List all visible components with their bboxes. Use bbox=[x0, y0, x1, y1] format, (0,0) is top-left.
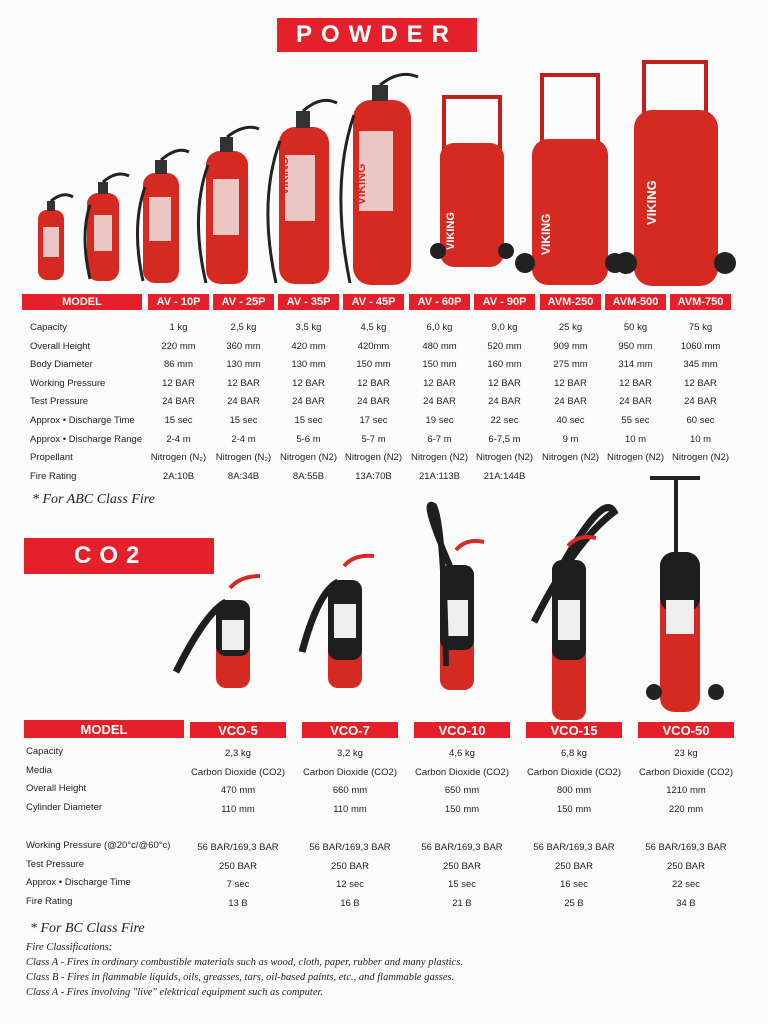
brand-label: VIKING bbox=[539, 213, 553, 255]
powder-cell: 9,0 kg bbox=[491, 322, 518, 333]
class-line: Class A - Fires in ordinary combustible materials such as wood, cloth, paper, rubber and many plastics. bbox=[26, 957, 463, 968]
co2-row-label: Working Pressure (@20°c/@60°c) bbox=[26, 840, 171, 851]
powder-cell: 3,5 kg bbox=[295, 322, 322, 333]
co2-cell: 660 mm bbox=[332, 785, 368, 796]
powder-row-label: Approx • Discharge Range bbox=[30, 433, 143, 445]
co2-row-label: Capacity bbox=[26, 746, 63, 757]
powder-cell: 2,5 kg bbox=[230, 322, 257, 333]
extinguisher-av-35p bbox=[137, 150, 189, 283]
powder-cell: Nitrogen (N2) bbox=[410, 452, 469, 464]
extinguisher-av-45p bbox=[198, 127, 259, 284]
co2-cell: 250 BAR bbox=[554, 860, 594, 872]
co2-row-label: Fire Rating bbox=[26, 895, 73, 907]
co2-cell: 56 BAR/169,3 BAR bbox=[197, 842, 279, 853]
powder-cell: 12 BAR bbox=[423, 377, 456, 389]
powder-model-col-header: AV - 45P bbox=[343, 294, 404, 310]
powder-note: * For ABC Class Fire bbox=[32, 492, 155, 507]
trolley-avm-250 bbox=[515, 73, 625, 285]
powder-cell: 21A:144B bbox=[483, 470, 526, 482]
powder-cell: Nitrogen (N2) bbox=[671, 452, 730, 464]
powder-cell: 480 mm bbox=[422, 340, 457, 352]
powder-cell: 345 mm bbox=[683, 359, 718, 371]
powder-cell: 40 sec bbox=[556, 415, 585, 426]
powder-cell: 50 kg bbox=[623, 322, 648, 333]
powder-cell: Nitrogen (N₂) bbox=[150, 452, 207, 464]
powder-row-label: Capacity bbox=[30, 322, 67, 333]
powder-model-col-header: AV - 60P bbox=[409, 294, 470, 310]
powder-cell: 360 mm bbox=[226, 340, 261, 352]
powder-cell: 420 mm bbox=[291, 340, 326, 352]
co2-cell: Carbon Dioxide (CO2) bbox=[415, 766, 509, 778]
brand-label: VIKING bbox=[354, 163, 368, 205]
powder-row-label: Body Diameter bbox=[30, 359, 93, 371]
powder-cell: 6,0 kg bbox=[426, 322, 453, 333]
co2-cell: Carbon Dioxide (CO2) bbox=[191, 766, 285, 778]
co2-model-col-header: VCO-50 bbox=[638, 722, 734, 738]
powder-cell: 2-4 m bbox=[231, 433, 256, 445]
extinguisher-av-90p bbox=[341, 74, 418, 285]
powder-cell: 10 m bbox=[689, 433, 712, 445]
powder-row-label: Test Pressure bbox=[30, 396, 89, 408]
co2-row-label: Test Pressure bbox=[26, 858, 85, 870]
extinguisher-av-25p bbox=[85, 174, 129, 281]
co2-cell: 250 BAR bbox=[330, 860, 370, 872]
powder-section-title: POWDER bbox=[277, 18, 477, 52]
powder-cell: 314 mm bbox=[618, 359, 653, 371]
powder-cell: 75 kg bbox=[688, 322, 713, 333]
trolley-vco-50 bbox=[646, 476, 724, 712]
co2-cell: 2,3 kg bbox=[225, 748, 251, 759]
powder-cell: Nitrogen (N2) bbox=[541, 452, 600, 464]
powder-cell: 25 kg bbox=[558, 322, 583, 333]
powder-cell: 12 BAR bbox=[357, 377, 390, 389]
powder-cell: 6-7 m bbox=[427, 433, 452, 445]
co2-cell: 650 mm bbox=[444, 785, 480, 796]
powder-cell: 8A:55B bbox=[292, 470, 325, 482]
powder-cell: 220 mm bbox=[161, 340, 196, 352]
powder-cell: 12 BAR bbox=[554, 377, 587, 389]
powder-cell: 12 BAR bbox=[292, 377, 325, 389]
powder-row-label: Working Pressure bbox=[30, 377, 106, 389]
powder-cell: 15 sec bbox=[294, 415, 323, 426]
co2-cell: 6,8 kg bbox=[561, 748, 587, 759]
powder-cell: 24 BAR bbox=[684, 396, 717, 408]
powder-row-label: Approx • Discharge Time bbox=[30, 415, 135, 426]
brand-label: VIKING bbox=[644, 180, 659, 225]
co2-section-title: CO2 bbox=[24, 538, 214, 574]
co2-model-col-header: VCO-7 bbox=[302, 722, 398, 738]
powder-model-col-header: AVM-250 bbox=[540, 294, 601, 310]
co2-cell: 56 BAR/169,3 BAR bbox=[533, 842, 615, 853]
co2-cell: 22 sec bbox=[672, 879, 700, 890]
co2-cell: 25 B bbox=[564, 897, 584, 909]
powder-row-label: Overall Height bbox=[30, 340, 91, 352]
co2-cell: 12 sec bbox=[336, 879, 364, 890]
powder-cell: 60 sec bbox=[686, 415, 715, 426]
powder-cell: 1060 mm bbox=[680, 340, 721, 352]
class-line: Class B - Fires in flammable liquids, oils, greasses, tars, oil-based paints, etc., and flammable gasses. bbox=[26, 972, 455, 983]
co2-note: * For BC Class Fire bbox=[30, 921, 145, 936]
extinguisher-vco-15 bbox=[534, 508, 614, 720]
extinguisher-vco-10 bbox=[430, 505, 484, 690]
powder-model-col-header: AVM-750 bbox=[670, 294, 731, 310]
powder-cell: 130 mm bbox=[291, 359, 326, 371]
co2-cell: 21 B bbox=[452, 897, 472, 909]
powder-cell: 10 m bbox=[624, 433, 647, 445]
co2-cell: 250 BAR bbox=[666, 860, 706, 872]
co2-cell: 110 mm bbox=[221, 803, 255, 815]
powder-model-header: MODEL bbox=[22, 294, 142, 310]
powder-cell: 275 mm bbox=[553, 359, 588, 371]
co2-model-col-header: VCO-10 bbox=[414, 722, 510, 738]
powder-cell: Nitrogen (N₂) bbox=[215, 452, 272, 464]
powder-cell: 13A:70B bbox=[355, 470, 392, 482]
co2-cell: 16 B bbox=[340, 897, 360, 909]
powder-cell: 24 BAR bbox=[162, 396, 195, 408]
classifications-title: Fire Classifications: bbox=[26, 942, 113, 953]
powder-cell: 12 BAR bbox=[488, 377, 521, 389]
co2-row-label: Cylinder Diameter bbox=[26, 801, 103, 813]
powder-cell: 909 mm bbox=[553, 340, 588, 352]
powder-row-label: Propellant bbox=[30, 452, 73, 464]
co2-cell: 220 mm bbox=[668, 803, 704, 815]
co2-cell: Carbon Dioxide (CO2) bbox=[639, 766, 733, 778]
co2-model-col-header: VCO-15 bbox=[526, 722, 622, 738]
powder-cell: 55 sec bbox=[621, 415, 650, 426]
powder-model-col-header: AV - 35P bbox=[278, 294, 339, 310]
powder-cell: Nitrogen (N2) bbox=[606, 452, 665, 464]
powder-cell: 8A:34B bbox=[227, 470, 260, 482]
powder-cell: 24 BAR bbox=[292, 396, 325, 408]
co2-cell: 4,6 kg bbox=[449, 748, 475, 759]
co2-cell: 56 BAR/169,3 BAR bbox=[645, 842, 727, 853]
powder-cell: 2-4 m bbox=[166, 433, 191, 445]
powder-cell: 950 mm bbox=[618, 340, 653, 352]
extinguisher-av-10p bbox=[38, 195, 73, 280]
brand-label: VIKING bbox=[445, 212, 457, 250]
powder-model-col-header: AV - 25P bbox=[213, 294, 274, 310]
powder-cell: 520 mm bbox=[487, 340, 522, 352]
co2-cell: 34 B bbox=[676, 897, 696, 909]
trolley-av-60p-wheeled bbox=[430, 95, 514, 267]
powder-cell: 160 mm bbox=[487, 359, 522, 371]
co2-extinguishers-illustration bbox=[160, 470, 740, 720]
co2-cell: 15 sec bbox=[448, 879, 476, 890]
powder-model-col-header: AV - 10P bbox=[148, 294, 209, 310]
co2-cell: 150 mm bbox=[556, 803, 592, 815]
powder-cell: 24 BAR bbox=[423, 396, 456, 408]
class-line: Class A - Fires involving "live" elektrical equipment such as computer. bbox=[26, 987, 324, 998]
co2-cell: 470 mm bbox=[220, 785, 256, 796]
co2-cell: 7 sec bbox=[226, 879, 250, 890]
extinguisher-av-60p bbox=[268, 100, 337, 284]
co2-model-col-header: VCO-5 bbox=[190, 722, 286, 738]
co2-cell: 250 BAR bbox=[218, 860, 258, 872]
powder-cell: 86 mm bbox=[163, 359, 194, 371]
powder-model-col-header: AVM-500 bbox=[605, 294, 666, 310]
powder-row-label: Fire Rating bbox=[30, 470, 77, 482]
powder-cell: 19 sec bbox=[425, 415, 454, 426]
powder-cell: 6-7,5 m bbox=[488, 433, 521, 445]
co2-cell: 800 mm bbox=[556, 785, 592, 796]
trolley-avm-500-750 bbox=[615, 60, 736, 286]
co2-cell: 13 B bbox=[228, 897, 248, 909]
powder-cell: 24 BAR bbox=[357, 396, 390, 408]
powder-cell: 150 mm bbox=[356, 359, 391, 371]
powder-cell: 21A:113B bbox=[418, 470, 461, 482]
powder-cell: 17 sec bbox=[359, 415, 388, 426]
powder-cell: 12 BAR bbox=[162, 377, 195, 389]
co2-cell: 23 kg bbox=[674, 748, 698, 759]
co2-cell: Carbon Dioxide (CO2) bbox=[527, 766, 621, 778]
powder-cell: 2A:10B bbox=[162, 470, 195, 482]
brand-label: VIKING bbox=[279, 157, 291, 195]
co2-cell: 250 BAR bbox=[442, 860, 482, 872]
powder-cell: Nitrogen (N2) bbox=[344, 452, 403, 464]
powder-cell: 15 sec bbox=[164, 415, 193, 426]
powder-cell: 22 sec bbox=[490, 415, 519, 426]
powder-cell: 24 BAR bbox=[554, 396, 587, 408]
co2-cell: 110 mm bbox=[333, 803, 367, 815]
powder-cell: 15 sec bbox=[229, 415, 258, 426]
powder-cell: 420mm bbox=[357, 340, 390, 352]
powder-cell: Nitrogen (N2) bbox=[279, 452, 338, 464]
powder-cell: 12 BAR bbox=[684, 377, 717, 389]
powder-cell: 5-6 m bbox=[296, 433, 321, 445]
extinguisher-vco-7 bbox=[302, 556, 374, 688]
powder-cell: 24 BAR bbox=[488, 396, 521, 408]
powder-extinguishers-illustration bbox=[20, 55, 740, 290]
powder-cell: Nitrogen (N2) bbox=[475, 452, 534, 464]
co2-cell: 150 mm bbox=[444, 803, 480, 815]
co2-model-header: MODEL bbox=[24, 720, 184, 738]
co2-cell: 3,2 kg bbox=[337, 748, 363, 759]
co2-cell: Carbon Dioxide (CO2) bbox=[303, 766, 397, 778]
powder-cell: 24 BAR bbox=[227, 396, 260, 408]
powder-cell: 130 mm bbox=[226, 359, 261, 371]
powder-cell: 1 kg bbox=[169, 322, 188, 333]
co2-cell: 56 BAR/169,3 BAR bbox=[421, 842, 503, 853]
powder-cell: 4,5 kg bbox=[360, 322, 387, 333]
powder-cell: 9 m bbox=[562, 433, 579, 445]
co2-cell: 56 BAR/169,3 BAR bbox=[309, 842, 391, 853]
co2-cell: 16 sec bbox=[560, 879, 588, 890]
co2-row-label: Media bbox=[26, 764, 52, 776]
powder-cell: 12 BAR bbox=[227, 377, 260, 389]
powder-cell: 5-7 m bbox=[361, 433, 386, 445]
extinguisher-vco-5 bbox=[176, 576, 260, 688]
co2-row-label: Approx • Discharge Time bbox=[26, 877, 131, 888]
powder-cell: 24 BAR bbox=[619, 396, 652, 408]
powder-model-col-header: AV - 90P bbox=[474, 294, 535, 310]
powder-cell: 12 BAR bbox=[619, 377, 652, 389]
co2-cell: 1210 mm bbox=[666, 785, 706, 796]
powder-cell: 150 mm bbox=[422, 359, 457, 371]
co2-row-label: Overall Height bbox=[26, 783, 87, 794]
